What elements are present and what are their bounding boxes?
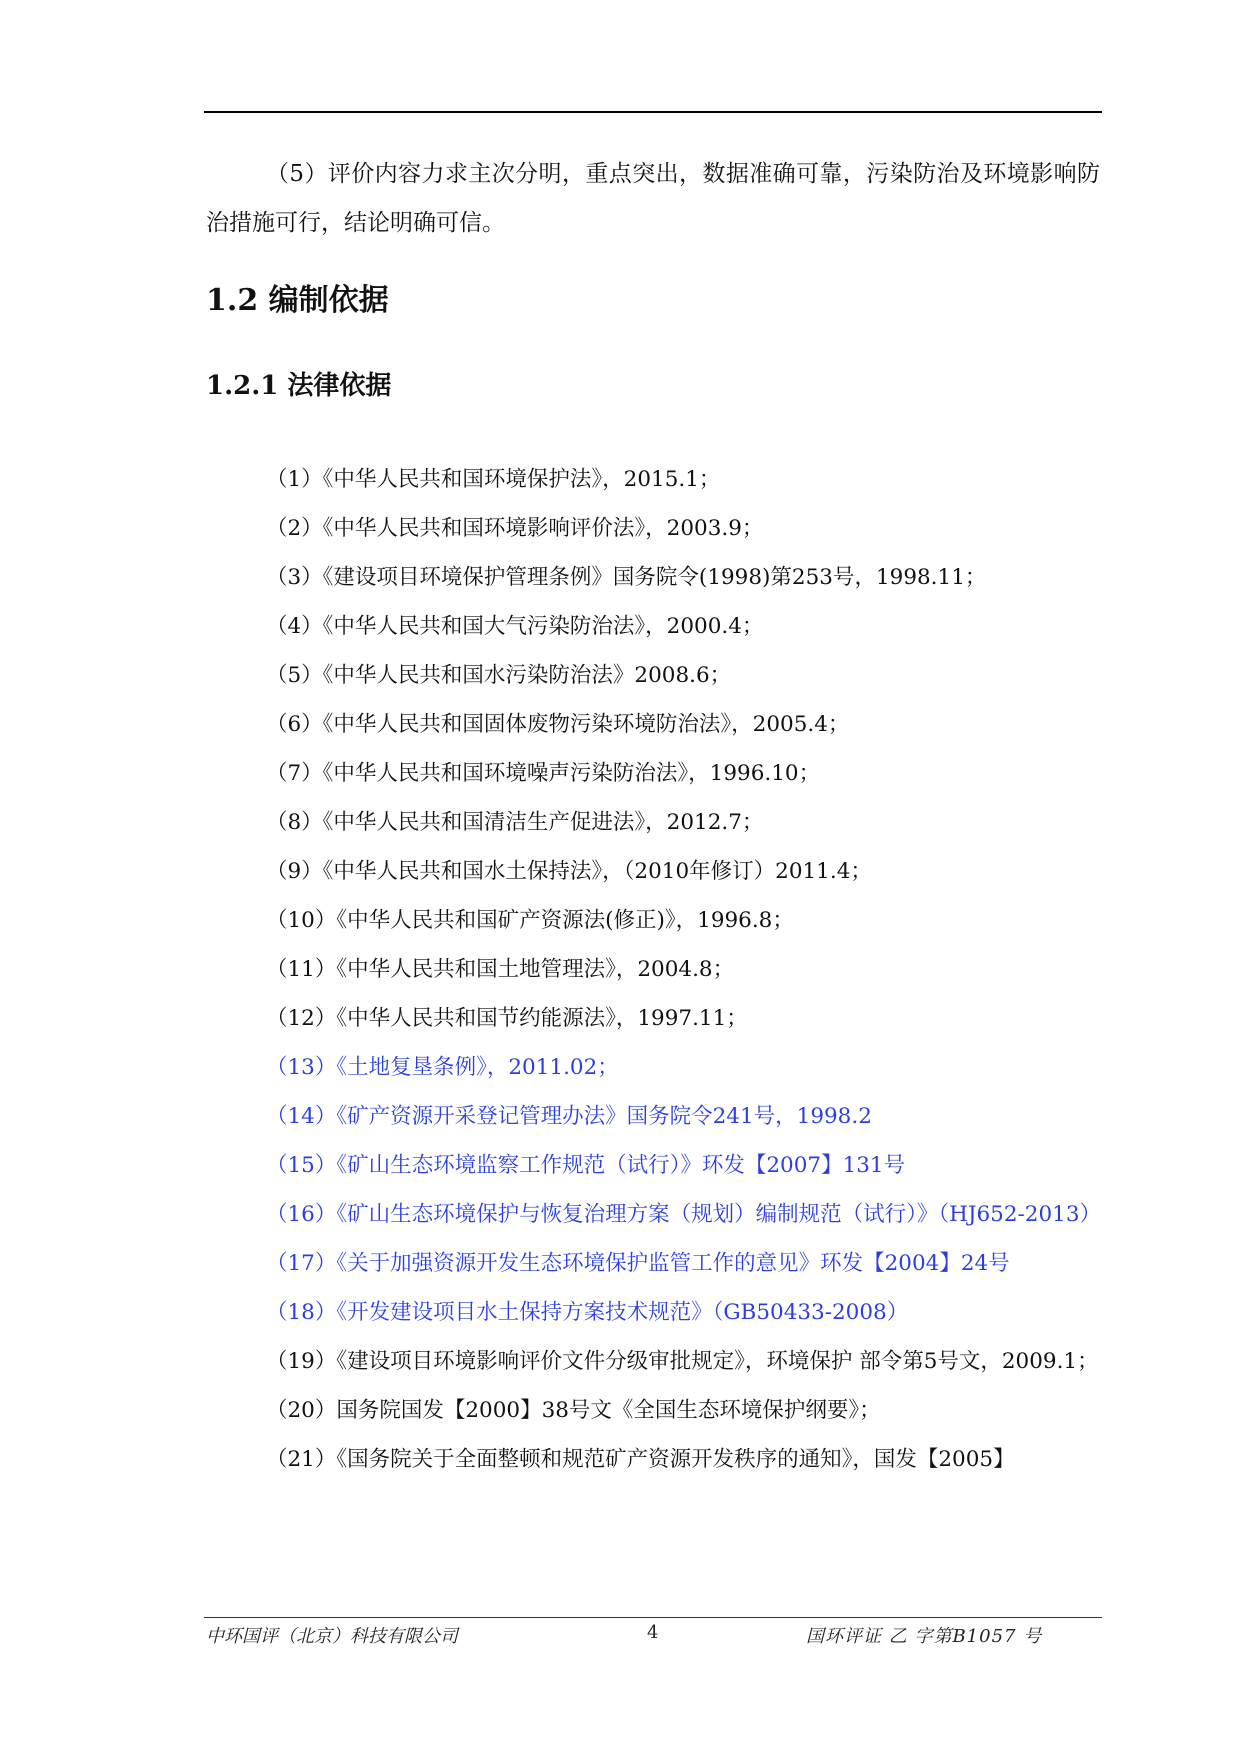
list-item: （19）《建设项目环境影响评价文件分级审批规定》，环境保护 部令第5号文，2009.1；	[266, 1349, 1099, 1374]
list-item: （21）《国务院关于全面整顿和规范矿产资源开发秩序的通知》，国发【2005】	[266, 1447, 1015, 1472]
list-item: （14）《矿产资源开采登记管理办法》国务院令241号，1998.2	[266, 1104, 872, 1129]
list-item: （4）《中华人民共和国大气污染防治法》，2000.4；	[266, 614, 764, 639]
list-item: （15）《矿山生态环境监察工作规范（试行）》环发【2007】131号	[266, 1153, 906, 1178]
legal-basis-list	[206, 455, 1100, 1484]
list-item: （17）《关于加强资源开发生态环境保护监管工作的意见》环发【2004】24号	[266, 1251, 1010, 1276]
header-rule	[204, 111, 1102, 113]
list-item: （10）《中华人民共和国矿产资源法(修正)》，1996.8；	[266, 908, 794, 933]
list-item: （11）《中华人民共和国土地管理法》，2004.8；	[266, 957, 735, 982]
list-item: （1）《中华人民共和国环境保护法》，2015.1；	[266, 467, 721, 492]
list-item: （3）《建设项目环境保护管理条例》国务院令(1998)第253号，1998.11；	[266, 565, 987, 590]
page-content	[206, 150, 1101, 1472]
list-item: （6）《中华人民共和国固体废物污染环境防治法》，2005.4；	[266, 712, 850, 737]
footer-rule	[204, 1617, 1102, 1618]
list-item: （13）《土地复垦条例》，2011.02；	[266, 1055, 619, 1080]
intro-paragraph: （5）评价内容力求主次分明，重点突出，数据准确可靠，污染防治及环境影响防治措施可行，结论明确可信。	[206, 161, 1100, 236]
list-item: （2）《中华人民共和国环境影响评价法》，2003.9；	[266, 516, 764, 541]
list-item: （20）国务院国发【2000】38号文《全国生态环境保护纲要》；	[266, 1398, 881, 1423]
footer-company: 中环国评（北京）科技有限公司	[206, 1626, 458, 1647]
list-item: （7）《中华人民共和国环境噪声污染防治法》，1996.10；	[266, 761, 821, 786]
subsection-heading: 1.2.1 法律依据	[206, 371, 392, 401]
page-number: 4	[647, 1622, 659, 1643]
list-item: （8）《中华人民共和国清洁生产促进法》，2012.7；	[266, 810, 764, 835]
list-item: （16）《矿山生态环境保护与恢复治理方案（规划）编制规范（试行）》（HJ652-2013）	[266, 1202, 1101, 1227]
list-item: （9）《中华人民共和国水土保持法》，（2010年修订）2011.4；	[266, 859, 872, 884]
list-item: （12）《中华人民共和国节约能源法》，1997.11；	[266, 1006, 748, 1031]
list-item: （18）《开发建设项目水土保持方案技术规范》（GB50433-2008）	[266, 1300, 909, 1325]
list-item: （5）《中华人民共和国水污染防治法》2008.6；	[266, 663, 732, 688]
footer-certificate: 国环评证 乙 字第B1057 号	[806, 1626, 1043, 1647]
section-heading: 1.2 编制依据	[206, 283, 389, 318]
